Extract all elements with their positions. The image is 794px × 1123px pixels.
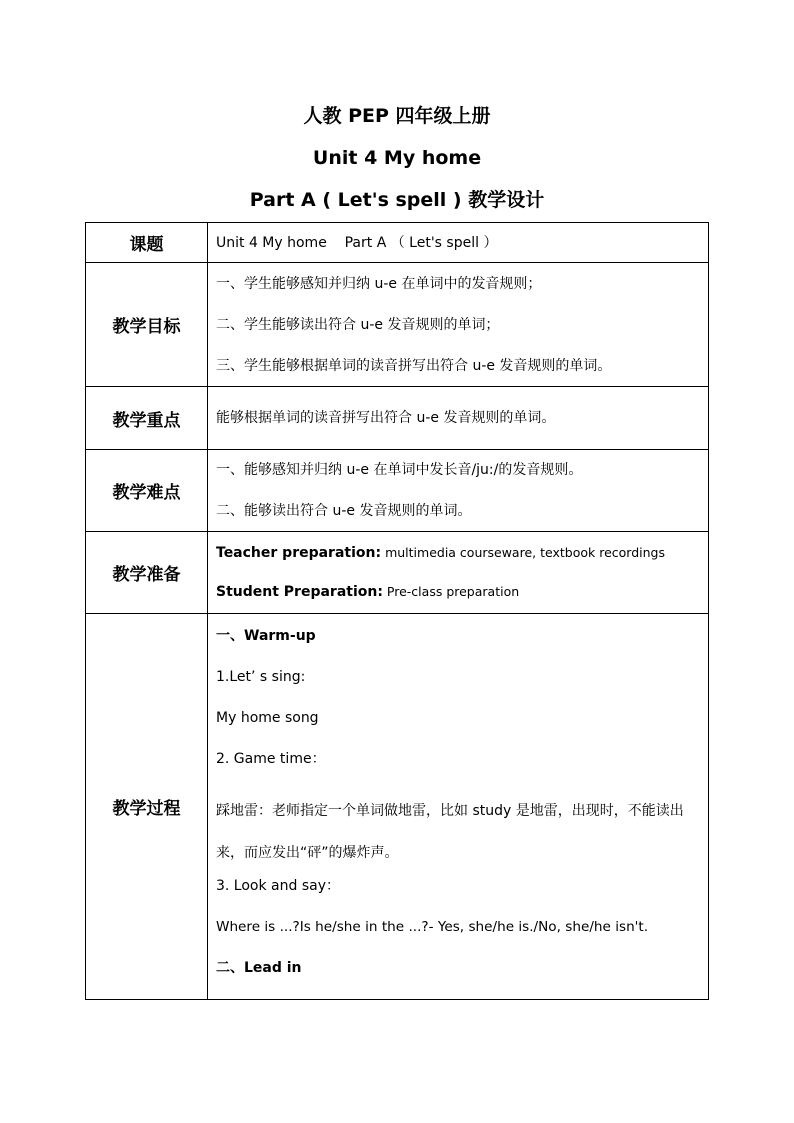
student-preparation [216,582,702,602]
row-label-topic: 课题 [86,223,208,263]
table-row-process [86,614,709,1000]
goal-item: 三、学生能够根据单词的读音拼写出符合 u-e 发音规则的单词。 [216,357,612,374]
teacher-preparation-value: multimedia courseware, textbook recordings [381,545,665,560]
goal-item: 二、学生能够读出符合 u-e 发音规则的单词； [216,316,500,333]
goals-list [208,263,709,387]
topic-text: Unit 4 My home Part A （ Let's spell ） [216,234,498,251]
lesson-plan-table [85,222,709,1000]
process-dialogue: Where is ...?Is he/she in the ...?- Yes, she/he is./No, she/he isn't. [216,919,649,935]
process-game-description: 踩地雷：老师指定一个单词做地雷，比如 study 是地雷，出现时，不能读出来，而应发出“砰”的爆炸声。 [216,803,684,861]
process-song-title: My home song [216,710,319,726]
title-line-3: Part A ( Let's spell ) 教学设计 [249,189,545,211]
table-row-key-points [86,387,709,450]
table-row-preparation [86,532,709,614]
row-label-preparation: 教学准备 [86,532,208,614]
key-points-value [208,387,709,450]
key-points-text: 能够根据单词的读音拼写出符合 u-e 发音规则的单词。 [216,410,556,426]
student-preparation-label: Student Preparation: [216,584,383,600]
goal-item: 一、学生能够感知并归纳 u-e 在单词中的发音规则； [216,275,542,292]
difficulty-item: 一、能够感知并归纳 u-e 在单词中发长音/ju:/的发音规则。 [216,462,583,478]
process-section-lead-in: 二、Lead in [216,960,302,976]
row-label-process: 教学过程 [86,614,208,1000]
row-label-difficulties: 教学难点 [86,450,208,532]
process-step-sing: 1.Let’ s sing: [216,669,306,685]
topic-value [208,223,709,263]
row-label-key-points: 教学重点 [86,387,208,450]
student-preparation-value: Pre-class preparation [382,584,520,599]
teacher-preparation [216,543,702,563]
table-row-difficulties [86,450,709,532]
table-row-topic [86,223,709,263]
teacher-preparation-label: Teacher preparation: [216,545,382,561]
row-label-goals: 教学目标 [86,263,208,387]
difficulty-item: 二、能够读出符合 u-e 发音规则的单词。 [216,503,472,519]
document-header [0,104,794,212]
process-section-warm-up: 一、Warm-up [216,628,316,644]
process-details [208,614,709,1000]
preparation-details [208,532,709,614]
process-step-game: 2. Game time： [216,751,326,767]
process-step-look-say: 3. Look and say： [216,878,340,894]
table-row-goals [86,263,709,387]
title-line-2: Unit 4 My home [312,147,482,169]
difficulties-list [208,450,709,532]
title-line-1: 人教 PEP 四年级上册 [303,105,491,127]
